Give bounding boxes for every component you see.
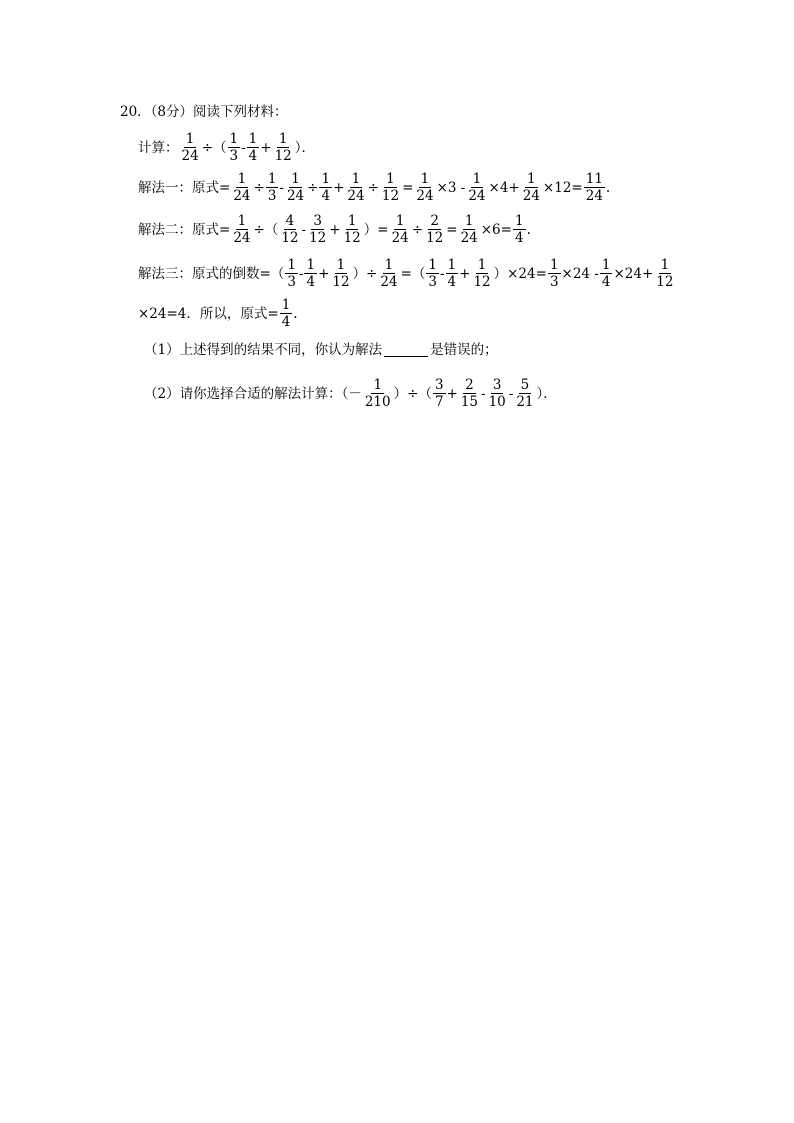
fraction	[180, 132, 201, 164]
fraction	[466, 172, 487, 204]
numerator: 1	[384, 257, 394, 273]
part-one	[144, 342, 498, 358]
fraction	[231, 172, 252, 204]
denominator: 24	[347, 188, 365, 204]
operator: +	[459, 266, 471, 282]
operator: ÷（	[201, 140, 227, 156]
denominator: 4	[306, 274, 316, 290]
numerator: 1	[306, 257, 316, 273]
denominator: 24	[585, 188, 603, 204]
fraction	[342, 214, 363, 246]
fraction	[304, 258, 317, 290]
fraction	[459, 378, 480, 410]
question-title-text: 20．（8分）阅读下列材料：	[120, 104, 288, 120]
operator: ）×24=	[493, 266, 547, 282]
operator: -	[508, 386, 514, 402]
calc-expression	[138, 132, 315, 164]
operator: =	[402, 180, 414, 196]
operator: +	[446, 386, 458, 402]
solution-three	[138, 258, 676, 290]
fraction	[459, 214, 480, 246]
numerator: 1	[185, 131, 195, 147]
numerator: 1	[601, 257, 611, 273]
operator: ×24 -	[561, 266, 599, 282]
operator: ÷	[411, 222, 424, 238]
operator: =（	[400, 266, 426, 282]
denominator: 4	[281, 314, 291, 330]
denominator: 24	[416, 188, 434, 204]
denominator: 12	[343, 230, 361, 246]
numerator: 5	[520, 377, 530, 393]
denominator: 24	[181, 148, 199, 164]
numerator: 1	[336, 257, 346, 273]
denominator: 3	[229, 148, 239, 164]
operator: ÷	[253, 180, 265, 196]
operator: .	[605, 180, 611, 196]
denominator: 24	[391, 230, 409, 246]
operator: +	[329, 222, 341, 238]
operator: +	[318, 266, 330, 282]
operator: +	[260, 140, 272, 156]
operator: -	[279, 180, 284, 196]
fraction	[231, 214, 252, 246]
fraction	[378, 258, 399, 290]
operator: ×12=	[542, 180, 583, 196]
fraction	[285, 258, 298, 290]
denominator: 12	[281, 230, 299, 246]
fraction	[446, 258, 459, 290]
operator: ）÷	[352, 266, 378, 282]
fraction	[247, 132, 260, 164]
denominator: 3	[549, 274, 559, 290]
numerator: 1	[472, 171, 482, 187]
operator: ÷	[367, 180, 379, 196]
fraction	[279, 214, 300, 246]
denominator: 12	[426, 230, 444, 246]
calc-label: 计算：	[138, 140, 179, 156]
denominator: 4	[248, 148, 258, 164]
numerator: 1	[477, 257, 487, 273]
denominator: 24	[460, 230, 478, 246]
solution-two	[138, 214, 531, 246]
denominator: 24	[380, 274, 398, 290]
operator: ）÷（	[393, 386, 432, 402]
numerator: 4	[285, 213, 295, 229]
fraction	[426, 258, 439, 290]
denominator: 24	[286, 188, 305, 204]
fraction	[424, 214, 445, 246]
fraction	[330, 258, 351, 290]
fraction	[414, 172, 435, 204]
operator: -	[301, 222, 307, 238]
fraction	[514, 378, 535, 410]
operator: -	[298, 266, 304, 282]
fraction	[280, 298, 293, 330]
part-two-text: （2）请你选择合适的解法计算：（－	[144, 386, 362, 402]
numerator: 2	[430, 213, 439, 229]
solution-three-continued	[138, 298, 298, 330]
numerator: 1	[351, 171, 361, 187]
fraction	[319, 172, 332, 204]
numerator: 1	[395, 213, 405, 229]
part-one-text: （1）上述得到的结果不同，你认为解法	[144, 342, 383, 358]
fraction	[600, 258, 613, 290]
operator: ）．	[294, 140, 315, 156]
solution-label: 解法一：原式=	[138, 180, 231, 196]
numerator: 1	[248, 131, 258, 147]
numerator: 1	[237, 213, 247, 229]
denominator: 24	[233, 230, 251, 246]
fraction	[266, 172, 279, 204]
fraction	[513, 214, 526, 246]
denominator: 12	[309, 230, 327, 246]
fraction	[307, 214, 328, 246]
denominator: 3	[428, 274, 437, 290]
fraction	[433, 378, 446, 410]
denominator: 15	[460, 394, 479, 410]
numerator: 1	[281, 297, 291, 313]
denominator: 12	[473, 274, 491, 290]
fraction	[584, 172, 605, 204]
operator: +	[333, 180, 345, 196]
question-title	[120, 104, 288, 120]
solution-text: ×24=4．所以，原式=	[138, 306, 279, 322]
fraction	[228, 132, 241, 164]
part-one-text-end: 是错误的；	[430, 342, 498, 358]
fraction	[548, 258, 561, 290]
numerator: 11	[585, 171, 603, 187]
numerator: 1	[527, 171, 536, 187]
answer-blank[interactable]	[384, 344, 428, 357]
fraction	[521, 172, 542, 204]
fraction	[380, 172, 401, 204]
operator: ×4+	[488, 180, 520, 196]
numerator: 3	[492, 377, 502, 393]
denominator: 210	[364, 394, 391, 410]
numerator: 1	[287, 257, 296, 273]
fraction	[285, 172, 306, 204]
denominator: 24	[522, 188, 540, 204]
denominator: 12	[656, 274, 674, 290]
solution-label: 解法三：原式的倒数=（	[138, 266, 285, 282]
numerator: 1	[386, 171, 395, 187]
numerator: 1	[267, 171, 277, 187]
numerator: 3	[313, 213, 322, 229]
denominator: 7	[434, 394, 444, 410]
operator: ÷	[307, 180, 319, 196]
numerator: 1	[428, 257, 437, 273]
denominator: 3	[287, 274, 296, 290]
numerator: 3	[434, 377, 444, 393]
denominator: 24	[468, 188, 486, 204]
denominator: 21	[516, 394, 534, 410]
operator: -	[439, 266, 445, 282]
operator: ）=	[363, 222, 389, 238]
operator: .	[526, 222, 531, 238]
operator: -	[241, 140, 246, 156]
solution-label: 解法二：原式=	[138, 222, 231, 238]
numerator: 1	[549, 257, 559, 273]
operator: .	[293, 306, 298, 322]
numerator: 2	[465, 377, 474, 393]
denominator: 24	[233, 188, 251, 204]
denominator: 4	[321, 188, 331, 204]
denominator: 3	[267, 188, 277, 204]
numerator: 1	[373, 377, 383, 393]
numerator: 1	[237, 171, 247, 187]
fraction	[654, 258, 675, 290]
denominator: 12	[274, 148, 292, 164]
denominator: 4	[601, 274, 611, 290]
operator: ÷（	[253, 222, 279, 238]
denominator: 10	[488, 394, 506, 410]
fraction	[390, 214, 411, 246]
numerator: 1	[447, 257, 457, 273]
operator: ）．	[536, 386, 557, 402]
numerator: 1	[464, 213, 474, 229]
denominator: 12	[332, 274, 350, 290]
fraction	[487, 378, 508, 410]
solution-one	[138, 172, 610, 204]
denominator: 12	[381, 188, 400, 204]
numerator: 1	[660, 257, 670, 273]
numerator: 1	[229, 131, 239, 147]
fraction	[471, 258, 492, 290]
numerator: 1	[291, 171, 300, 187]
fraction	[363, 378, 393, 410]
numerator: 1	[514, 213, 524, 229]
numerator: 1	[278, 131, 288, 147]
operator: =	[446, 222, 458, 238]
fraction	[345, 172, 366, 204]
operator: ×6=	[480, 222, 512, 238]
denominator: 4	[514, 230, 524, 246]
operator: ×3 -	[436, 180, 466, 196]
denominator: 4	[447, 274, 457, 290]
fraction	[273, 132, 294, 164]
operator: -	[481, 386, 486, 402]
operator: ×24+	[613, 266, 654, 282]
numerator: 1	[347, 213, 357, 229]
part-two	[144, 378, 557, 410]
numerator: 1	[420, 171, 430, 187]
numerator: 1	[321, 171, 331, 187]
